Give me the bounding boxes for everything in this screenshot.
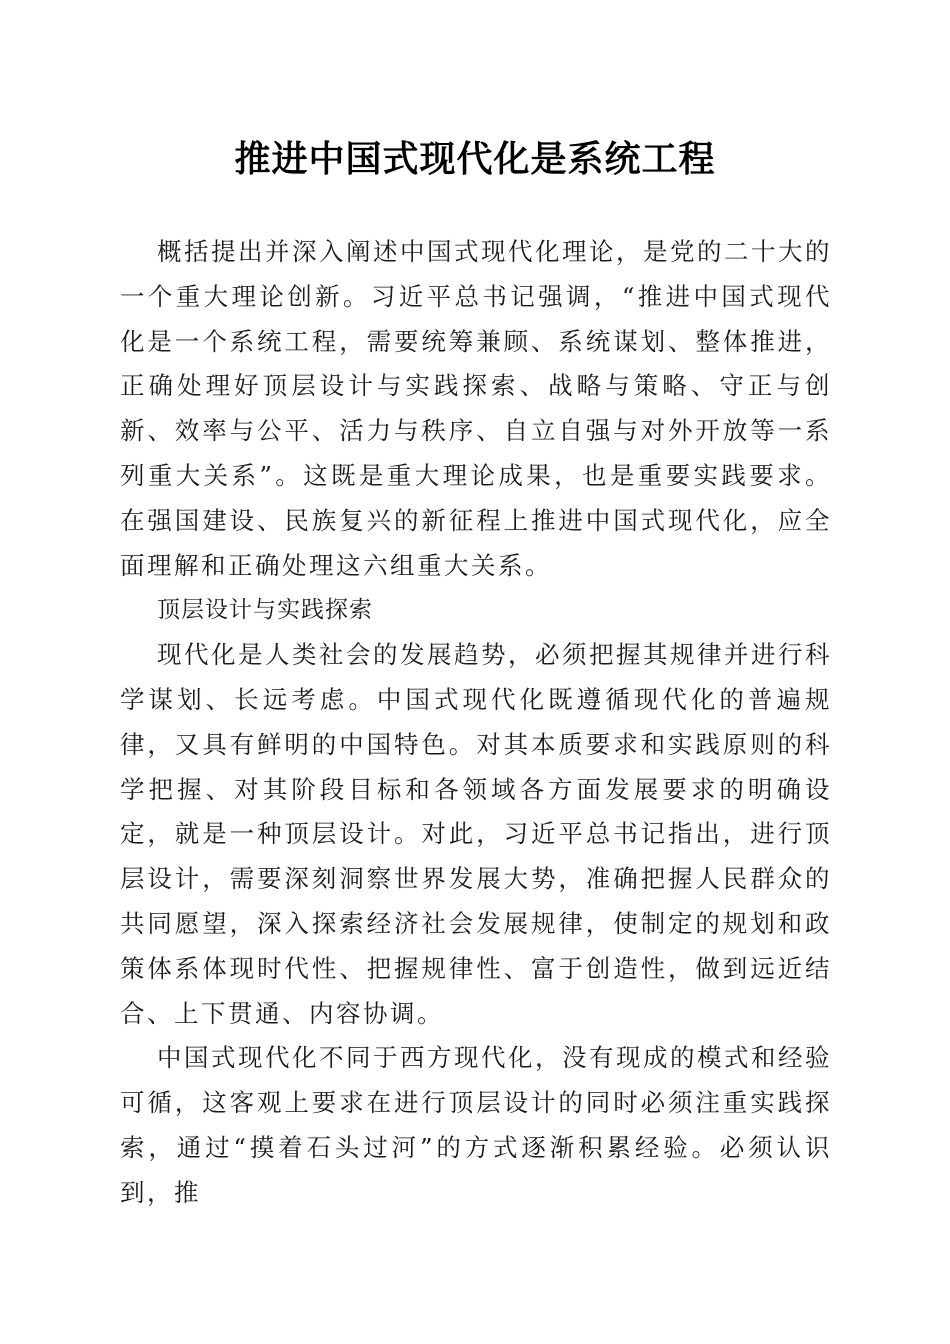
intro-paragraph: 概括提出并深入阐述中国式现代化理论，是党的二十大的一个重大理论创新。习近平总书记强调，“推进中国式现代化是一个系统工程，需要统筹兼顾、系统谋划、整体推进，正确处理好顶层设计与实践探索、战略与策略、守正与创新、效率与公平、活力与秩序、自立自强与对外开放等一系列重大关系”。这既是重大理论成果，也是重要实践要求。在强国建设、民族复兴的新征程上推进中国式现代化，应全面理解和正确处理这六组重大关系。 (120, 237, 832, 580)
section-paragraph-2: 中国式现代化不同于西方现代化，没有现成的模式和经验可循，这客观上要求在进行顶层设计的同时必须注重实践探索，通过“摸着石头过河”的方式逐渐积累经验。必须认识到，推 (120, 1043, 832, 1207)
document-title: 推进中国式现代化是系统工程 (234, 138, 716, 180)
document-body (120, 230, 832, 1216)
section-heading: 顶层设计与实践探索 (157, 597, 373, 624)
section-paragraph-1: 现代化是人类社会的发展趋势，必须把握其规律并进行科学谋划、长远考虑。中国式现代化既遵循现代化的普遍规律，又具有鲜明的中国特色。对其本质要求和实践原则的科学把握、对其阶段目标和各领域各方面发展要求的明确设定，就是一种顶层设计。对此，习近平总书记指出，进行顶层设计，需要深刻洞察世界发展大势，准确把握人民群众的共同愿望，深入探索经济社会发展规律，使制定的规划和政策体系体现时代性、把握规律性、富于创造性，做到远近结合、上下贯通、内容协调。 (120, 640, 832, 1028)
